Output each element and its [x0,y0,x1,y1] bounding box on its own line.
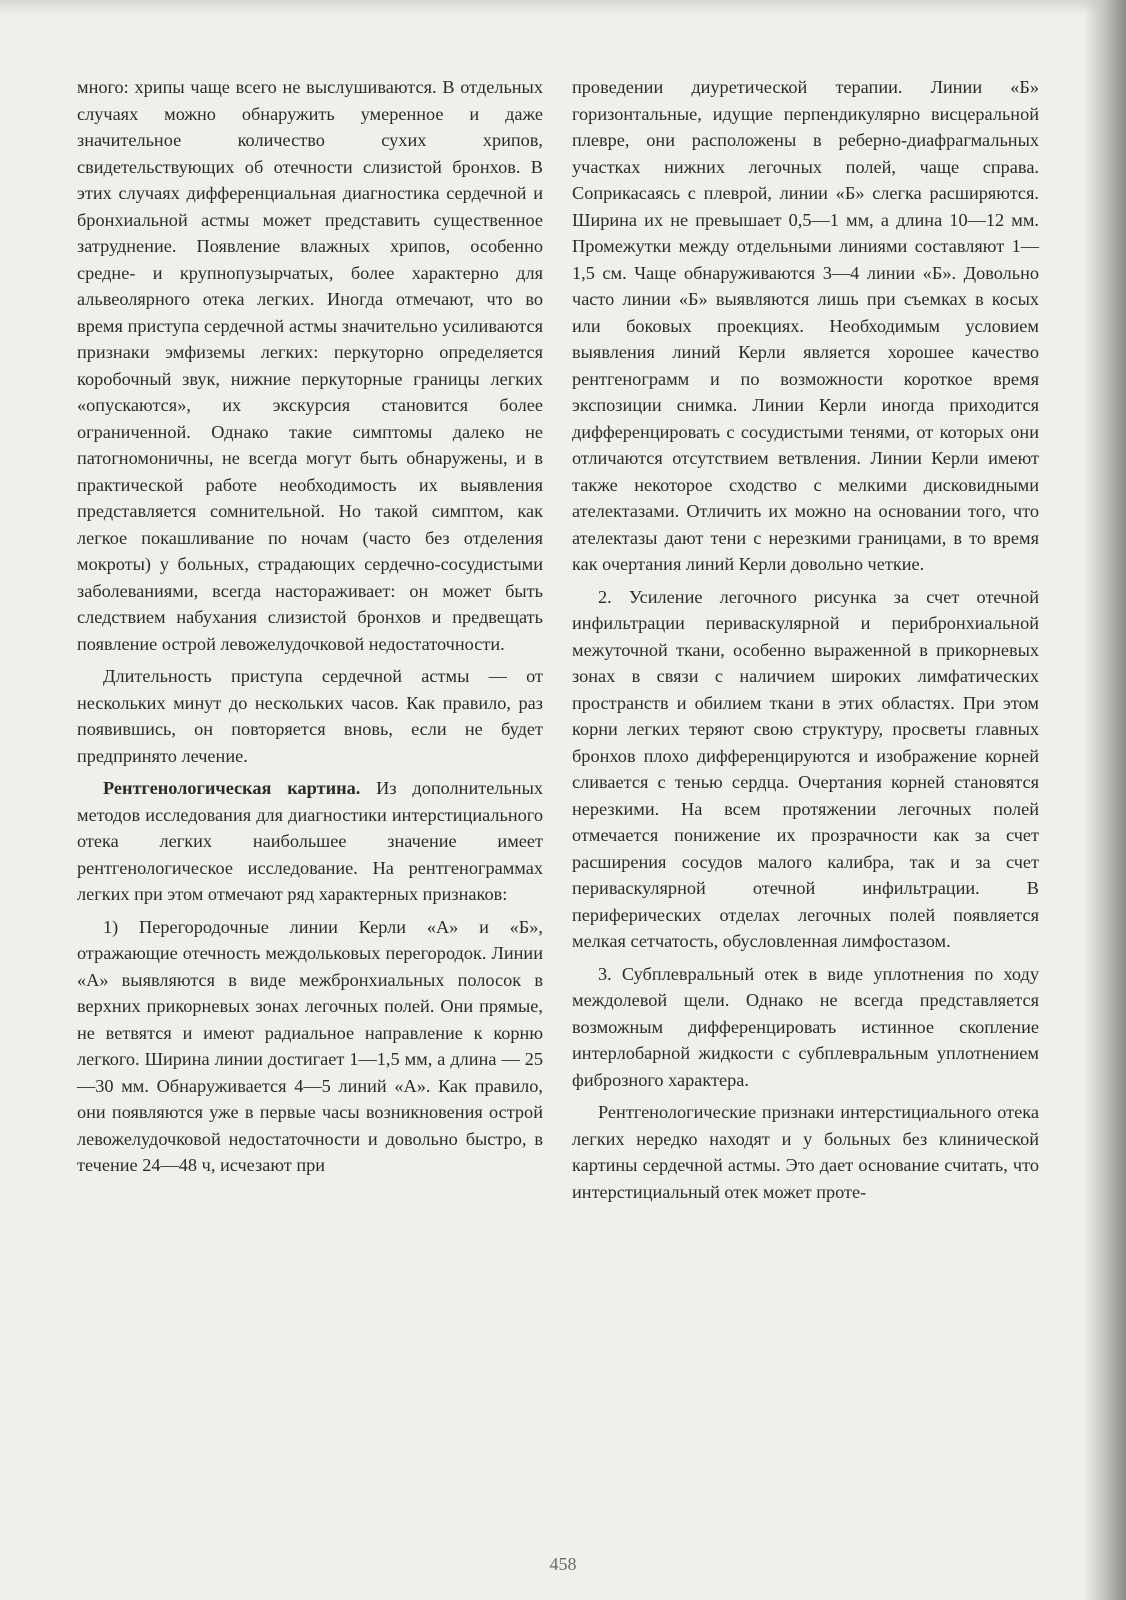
paragraph-attack-duration: Длительность приступа сердечной астмы — от нескольких минут до нескольких часов. Как правило, раз появившись, он повторяется вновь, если не будет предпринято лечение. [77,666,543,766]
paragraph-radiology [77,775,543,908]
paragraph-kerley-b-lines: проведении диуретической терапии. Линии «Б» горизонтальные, идущие перпендикулярно висцеральной плевре, они расположены в реберно-диафрагмальных участках нижних легочных полей, чаще справа. Соприкасаясь с плеврой, линии «Б» слегка расширяются. Ширина их не превышает 0,5—1 мм, а длина 10—12 мм. Промежутки между отдельными линиями составляют 1—1,5 см. Чаще обнаруживаются 3—4 линии «Б». Довольно часто линии «Б» выявляются лишь при съемках в косых или боковых проекциях. Необходимым условием выявления линий Керли является хорошее качество рентгенограмм и по возможности короткое время экспозиции снимка. Линии Керли иногда приходится дифференцировать с сосудистыми тенями, от которых они отличаются отсутствием ветвления. Линии Керли имеют также некоторое сходство с мелкими дисковидными ателектазами. Отличить их можно на основании того, что ателектазы дают тени с нерезкими границами, в то время как очертания линий Керли довольно четкие. [572,77,1039,574]
left-column [77,74,543,1179]
paragraph-subpleural-edema: 3. Субплевральный отек в виде уплотнения по ходу междолевой щели. Однако не всегда представляется возможным дифференцировать истинное скопление интерлобарной жидкости с субплевральным уплотнением фиброзного характера. [572,963,1039,1090]
paragraph-auscultation: много: хрипы чаще всего не выслушиваются. В отдельных случаях можно обнаружить умеренное и даже значительное количество сухих хрипов, свидетельствующих об отечности слизистой бронхов. В этих случаях дифференциальная диагностика сердечной и бронхиальной астмы может представить существенное затруднение. Появление влажных хрипов, особенно средне- и крупнопузырчатых, более характерно для альвеолярного отека легких. Иногда отмечают, что во время приступа сердечной астмы значительно усиливаются признаки эмфиземы легких: перкуторно определяется коробочный звук, нижние перкуторные границы легких «опускаются», их экскурсия становится более ограниченной. Однако такие симптомы далеко не патогномоничны, не всегда могут быть обнаружены, и в практической работе необходимость их выявления представляется сомнительной. Но такой симптом, как легкое покашливание по ночам (часто без отделения мокроты) у больных, страдающих сердечно-сосудистыми заболеваниями, всегда настораживает: он может быть следствием набухания слизистой бронхов и предвещать появление острой левожелудочковой недостаточности. [77,77,543,654]
paragraph-interstitial-signs: Рентгенологические признаки интерстициального отека легких нередко находят и у больных без клинической картины сердечной астмы. Это дает основание считать, что интерстициальный отек может проте- [572,1102,1039,1202]
paragraph-kerley-lines: 1) Перегородочные линии Керли «А» и «Б», отражающие отечность междольковых перегородок. Линии «А» выявляются в виде межбронхиальных полосок в верхних прикорневых зонах легочных полей. Они прямые, не ветвятся и имеют радиальное направление к корню легкого. Ширина линии достигает 1—1,5 мм, а длина — 25—30 мм. Обнаруживается 4—5 линий «А». Как правило, они появляются уже в первые часы возникновения острой левожелудочковой недостаточности и довольно быстро, в течение 24—48 ч, исчезают при [77,916,543,1175]
paragraph-lung-pattern: 2. Усиление легочного рисунка за счет отечной инфильтрации периваскулярной и перибронхиальной межуточной ткани, особенно выраженной в прикорневых зонах в связи с наличием широких лимфатических пространств и обилием ткани в этих областях. При этом корни легких теряют свою структуру, просветы главных бронхов плохо дифференцируются и изображение корней сливается с тенью сердца. Очертания корней становятся нерезкими. На всем протяжении легочных полей отмечается понижение их прозрачности как за счет расширения сосудов малого калибра, так и за счет периваскулярной отечной инфильтрации. В периферических отделах легочных полей появляется мелкая сетчатость, обусловленная лимфостазом. [572,586,1039,951]
page-number: 458 [549,1554,577,1574]
right-column [572,74,1039,1205]
section-heading-radiology: Рентгенологическая картина. [103,778,361,798]
radiology-intro-text: Из дополнительных методов исследования для диагностики интерстициального отека легких наибольшее значение имеет рентгенологическое исследование. На рентгенограммах легких при этом отмечают ряд характерных признаков: [77,778,543,904]
